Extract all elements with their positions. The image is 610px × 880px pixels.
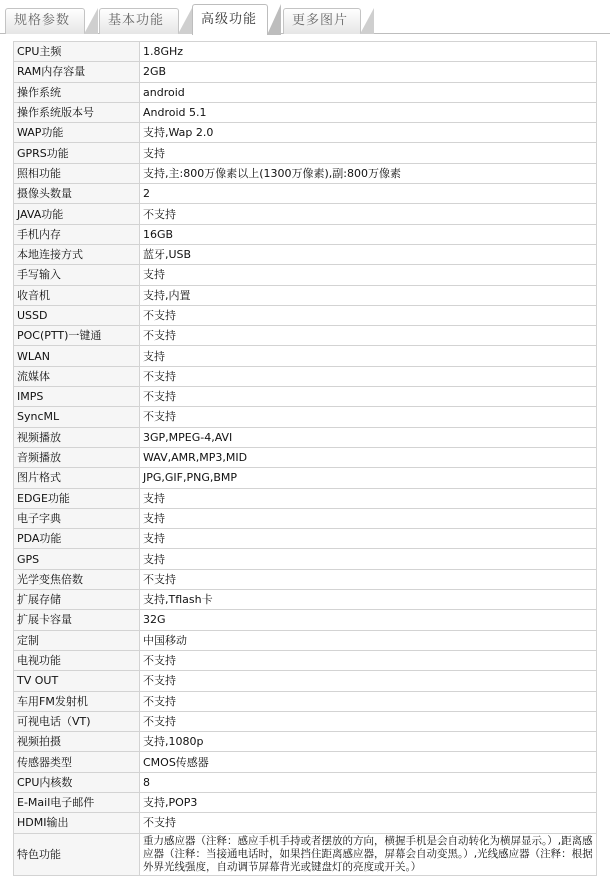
spec-name: 视频拍摄 (14, 732, 140, 752)
spec-name: 流媒体 (14, 366, 140, 386)
spec-name: PDA功能 (14, 529, 140, 549)
spec-name: EDGE功能 (14, 488, 140, 508)
table-row (14, 569, 597, 589)
spec-name: E-Mail电子邮件 (14, 792, 140, 812)
table-row (14, 630, 597, 650)
spec-name: 定制 (14, 630, 140, 650)
spec-name: 光学变焦倍数 (14, 569, 140, 589)
spec-name: SyncML (14, 407, 140, 427)
table-row (14, 143, 597, 163)
table-row (14, 204, 597, 224)
spec-name: TV OUT (14, 671, 140, 691)
spec-value: 不支持 (140, 650, 597, 670)
spec-name: IMPS (14, 387, 140, 407)
spec-value: WAV,AMR,MP3,MID (140, 447, 597, 467)
table-row (14, 366, 597, 386)
spec-value: CMOS传感器 (140, 752, 597, 772)
table-row (14, 82, 597, 102)
spec-name: 收音机 (14, 285, 140, 305)
spec-value: android (140, 82, 597, 102)
table-row (14, 224, 597, 244)
spec-value: 8 (140, 772, 597, 792)
table-row (14, 813, 597, 833)
table-row (14, 772, 597, 792)
tab-advanced-functions[interactable]: 高级功能 (192, 4, 268, 35)
table-row (14, 387, 597, 407)
table-row (14, 833, 597, 875)
spec-name: 本地连接方式 (14, 244, 140, 264)
spec-value: 不支持 (140, 569, 597, 589)
spec-value: 不支持 (140, 387, 597, 407)
spec-name: 操作系统 (14, 82, 140, 102)
spec-table (13, 41, 597, 876)
table-row (14, 123, 597, 143)
spec-name: 操作系统版本号 (14, 102, 140, 122)
spec-value: 支持,主:800万像素以上(1300万像素),副:800万像素 (140, 163, 597, 183)
table-row (14, 244, 597, 264)
spec-name: CPU主频 (14, 42, 140, 62)
table-row (14, 163, 597, 183)
spec-name: USSD (14, 305, 140, 325)
table-row (14, 62, 597, 82)
spec-value: 支持 (140, 143, 597, 163)
table-row (14, 752, 597, 772)
spec-value: 支持 (140, 265, 597, 285)
spec-value: 支持,1080p (140, 732, 597, 752)
table-row (14, 102, 597, 122)
spec-value: 1.8GHz (140, 42, 597, 62)
spec-name: 音频播放 (14, 447, 140, 467)
spec-value: 不支持 (140, 204, 597, 224)
table-row (14, 427, 597, 447)
table-row (14, 732, 597, 752)
spec-name: 照相功能 (14, 163, 140, 183)
table-row (14, 488, 597, 508)
spec-value: 16GB (140, 224, 597, 244)
table-row (14, 711, 597, 731)
spec-name: 手机内存 (14, 224, 140, 244)
spec-name: 特色功能 (14, 833, 140, 875)
table-row (14, 671, 597, 691)
spec-name: WLAN (14, 346, 140, 366)
spec-value: 不支持 (140, 305, 597, 325)
table-row (14, 610, 597, 630)
spec-value: JPG,GIF,PNG,BMP (140, 468, 597, 488)
tab-bar (0, 0, 610, 34)
table-row (14, 529, 597, 549)
spec-name: 电子字典 (14, 508, 140, 528)
table-row (14, 590, 597, 610)
table-row (14, 468, 597, 488)
spec-value: 不支持 (140, 671, 597, 691)
spec-name: GPRS功能 (14, 143, 140, 163)
spec-value: 蓝牙,USB (140, 244, 597, 264)
spec-name: 可视电话（VT) (14, 711, 140, 731)
spec-value: 中国移动 (140, 630, 597, 650)
tab-spec-params[interactable]: 规格参数 (5, 8, 85, 34)
table-row (14, 42, 597, 62)
spec-name: RAM内存容量 (14, 62, 140, 82)
spec-name: HDMI输出 (14, 813, 140, 833)
spec-name: 扩展卡容量 (14, 610, 140, 630)
spec-name: WAP功能 (14, 123, 140, 143)
spec-name: 摄像头数量 (14, 184, 140, 204)
spec-name: JAVA功能 (14, 204, 140, 224)
spec-value: 支持 (140, 508, 597, 528)
spec-name: 手写输入 (14, 265, 140, 285)
spec-name: 电视功能 (14, 650, 140, 670)
spec-value: 支持,Tflash卡 (140, 590, 597, 610)
table-row (14, 285, 597, 305)
spec-name: 视频播放 (14, 427, 140, 447)
spec-value: 支持,Wap 2.0 (140, 123, 597, 143)
spec-value: 32G (140, 610, 597, 630)
table-row (14, 326, 597, 346)
table-row (14, 447, 597, 467)
spec-value: 2GB (140, 62, 597, 82)
spec-name: 扩展存储 (14, 590, 140, 610)
spec-value: 不支持 (140, 326, 597, 346)
spec-value: 不支持 (140, 711, 597, 731)
tab-more-images[interactable]: 更多图片 (283, 8, 361, 34)
spec-name: CPU内核数 (14, 772, 140, 792)
table-row (14, 691, 597, 711)
table-row (14, 346, 597, 366)
table-row (14, 792, 597, 812)
table-row (14, 184, 597, 204)
spec-name: 车用FM发射机 (14, 691, 140, 711)
spec-value: 支持 (140, 488, 597, 508)
spec-name: 图片格式 (14, 468, 140, 488)
spec-value: 3GP,MPEG-4,AVI (140, 427, 597, 447)
spec-value: 支持 (140, 549, 597, 569)
table-row (14, 407, 597, 427)
spec-value: Android 5.1 (140, 102, 597, 122)
spec-value: 不支持 (140, 407, 597, 427)
table-row (14, 508, 597, 528)
spec-value: 支持 (140, 346, 597, 366)
table-row (14, 305, 597, 325)
spec-value: 不支持 (140, 691, 597, 711)
table-row (14, 650, 597, 670)
table-row (14, 549, 597, 569)
spec-value: 2 (140, 184, 597, 204)
spec-name: POC(PTT)一键通 (14, 326, 140, 346)
spec-value: 支持 (140, 529, 597, 549)
spec-value: 支持,内置 (140, 285, 597, 305)
spec-value: 不支持 (140, 366, 597, 386)
spec-value: 不支持 (140, 813, 597, 833)
spec-value: 支持,POP3 (140, 792, 597, 812)
spec-name: 传感器类型 (14, 752, 140, 772)
table-row (14, 265, 597, 285)
spec-value: 重力感应器（注释：感应手机手持或者摆放的方向，横握手机是会自动转化为横屏显示。）,距离感应器（注释：当接通电话时，如果挡住距离感应器，屏幕会自动变黑。）,光线感应器（注释：根据外界光线强度，自动调节屏幕背光或键盘灯的亮度或开关。） (140, 833, 597, 875)
tab-basic-functions[interactable]: 基本功能 (99, 8, 179, 34)
spec-name: GPS (14, 549, 140, 569)
